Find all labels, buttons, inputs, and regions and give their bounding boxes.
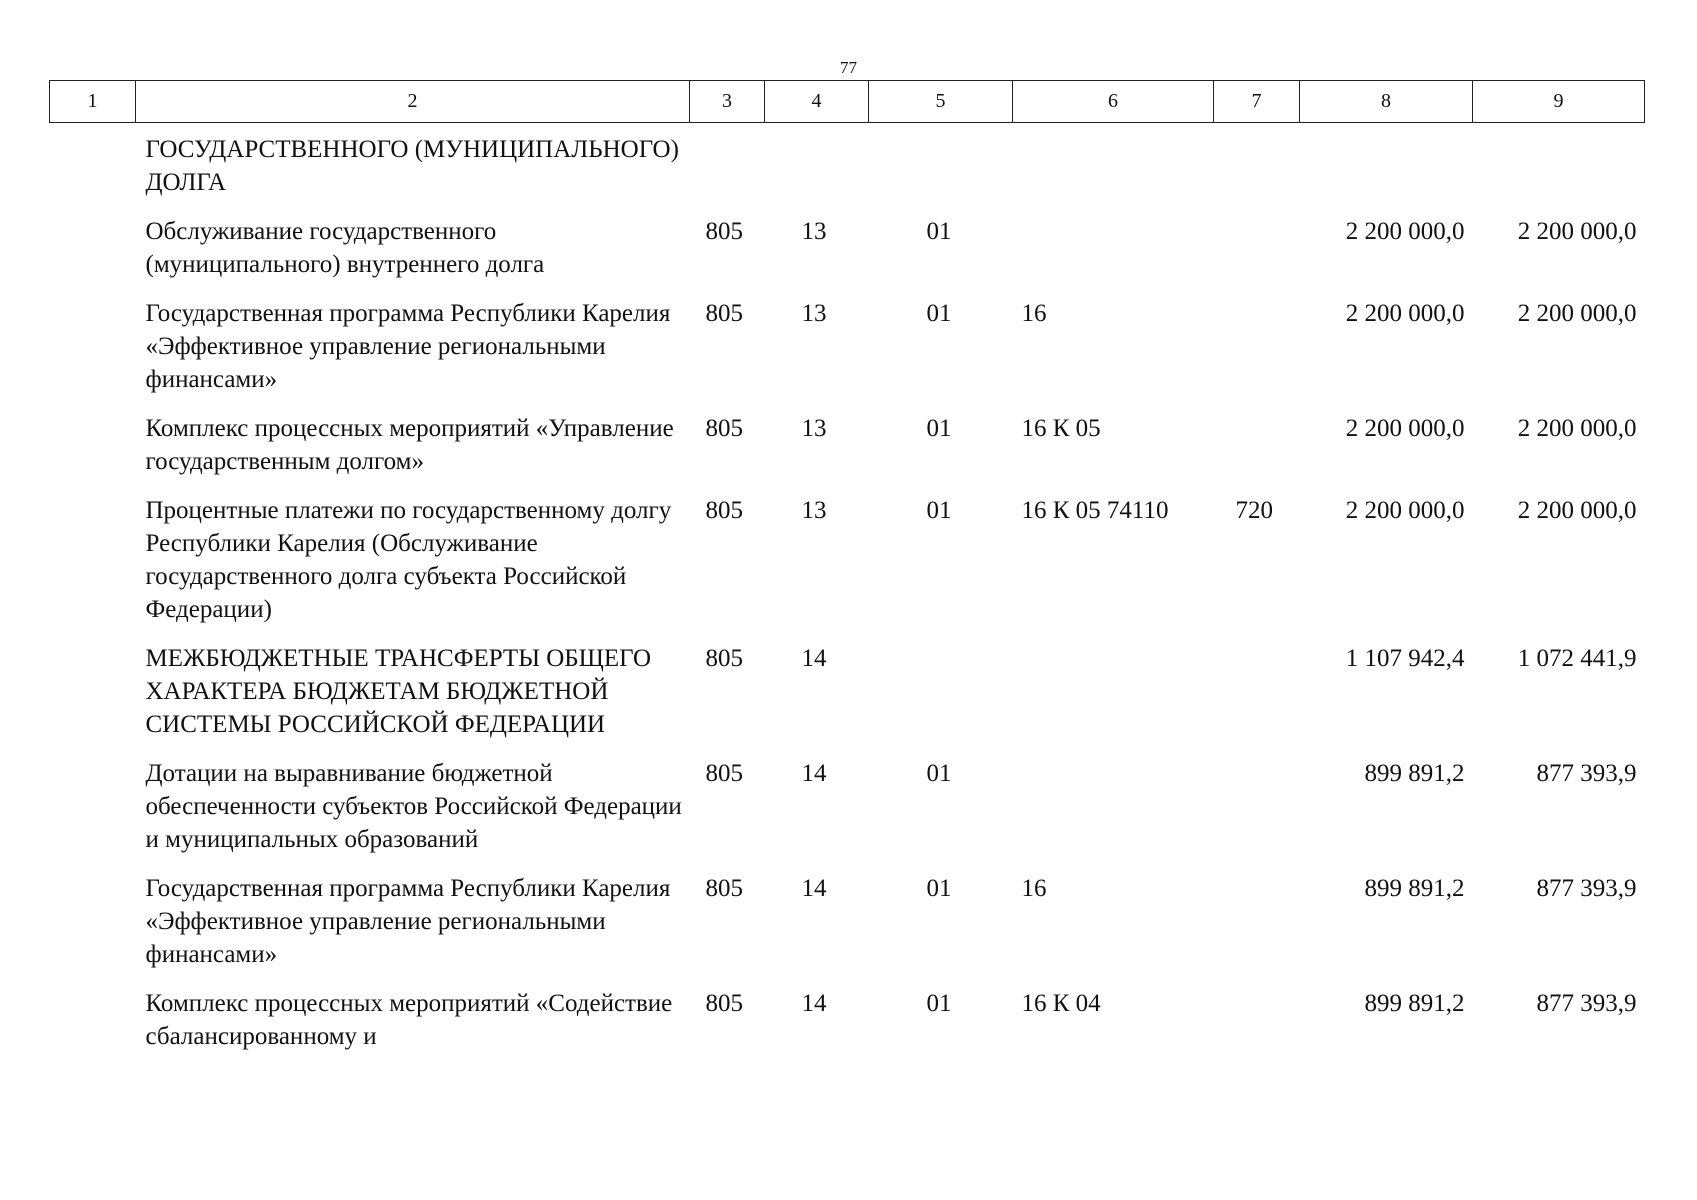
row-code-7 — [1214, 297, 1300, 412]
row-description: Государственная программа Республики Карелия «Эффективное управление региональными финансами» — [145, 875, 671, 968]
row-amount-9: 2 200 000,0 — [1517, 415, 1637, 442]
row-code-4: 13 — [801, 218, 827, 245]
table-row — [50, 297, 1645, 412]
row-code-4: 14 — [801, 875, 827, 902]
row-amount-8: 899 891,2 — [1364, 760, 1465, 787]
column-header-4: 4 — [765, 81, 869, 123]
row-code-3: 805 — [705, 415, 743, 442]
row-amount-9: 2 200 000,0 — [1517, 497, 1637, 524]
row-code-5 — [869, 123, 1013, 216]
row-amount-8: 2 200 000,0 — [1345, 415, 1465, 442]
budget-table — [49, 80, 1645, 1069]
row-code-3: 805 — [705, 218, 743, 245]
table-row — [50, 123, 1645, 216]
row-amount-8: 2 200 000,0 — [1345, 497, 1465, 524]
row-code-4: 14 — [801, 990, 827, 1017]
row-amount-8: 899 891,2 — [1364, 875, 1465, 902]
row-code-5: 01 — [926, 300, 952, 327]
row-code-6: 16 — [1021, 875, 1047, 902]
row-amount-8: 2 200 000,0 — [1345, 218, 1465, 245]
table-row — [50, 757, 1645, 872]
row-code-5: 01 — [926, 218, 952, 245]
row-code-7: 720 — [1235, 497, 1273, 524]
row-code-6 — [1013, 215, 1214, 297]
row-code-3 — [690, 123, 765, 216]
column-header-9: 9 — [1473, 81, 1645, 123]
row-code-3: 805 — [705, 300, 743, 327]
row-amount-9: 877 393,9 — [1536, 760, 1637, 787]
row-code-4: 13 — [801, 415, 827, 442]
column-number-header — [50, 81, 1645, 123]
column-header-6: 6 — [1013, 81, 1214, 123]
row-code-3: 805 — [705, 760, 743, 787]
column-header-5: 5 — [869, 81, 1013, 123]
row-description: Обслуживание государственного (муниципального) внутреннего долга — [145, 218, 545, 278]
table-row — [50, 987, 1645, 1069]
row-code-7 — [1214, 757, 1300, 872]
row-code-4: 13 — [801, 300, 827, 327]
row-description: Комплекс процессных мероприятий «Управление государственным долгом» — [145, 415, 674, 475]
row-code-5: 01 — [926, 760, 952, 787]
table-row — [50, 642, 1645, 757]
row-code-6: 16 К 05 74110 — [1021, 497, 1169, 524]
row-code-3: 805 — [705, 875, 743, 902]
row-code-4 — [765, 123, 869, 216]
row-code-3: 805 — [705, 497, 743, 524]
row-amount-9: 1 072 441,9 — [1517, 645, 1637, 672]
row-amount-9: 2 200 000,0 — [1517, 300, 1637, 327]
row-code-6 — [1013, 757, 1214, 872]
table-row — [50, 215, 1645, 297]
row-code-6: 16 К 04 — [1021, 990, 1101, 1017]
row-code-5: 01 — [926, 497, 952, 524]
page-number: 77 — [840, 58, 857, 77]
row-amount-8 — [1300, 123, 1473, 216]
row-code-6: 16 — [1021, 300, 1047, 327]
row-amount-9 — [1473, 123, 1645, 216]
column-header-8: 8 — [1300, 81, 1473, 123]
row-code-6 — [1013, 642, 1214, 757]
row-code-7 — [1214, 215, 1300, 297]
row-amount-8: 1 107 942,4 — [1345, 645, 1465, 672]
column-header-2: 2 — [136, 81, 690, 123]
row-code-5: 01 — [926, 875, 952, 902]
table-row — [50, 872, 1645, 987]
row-amount-8: 2 200 000,0 — [1345, 300, 1465, 327]
row-code-3: 805 — [705, 990, 743, 1017]
row-code-6: 16 К 05 — [1021, 415, 1101, 442]
row-amount-8: 899 891,2 — [1364, 990, 1465, 1017]
column-header-7: 7 — [1214, 81, 1300, 123]
row-code-7 — [1214, 872, 1300, 987]
row-code-4: 13 — [801, 497, 827, 524]
row-code-7 — [1214, 987, 1300, 1069]
row-description: МЕЖБЮДЖЕТНЫЕ ТРАНСФЕРТЫ ОБЩЕГО ХАРАКТЕРА БЮДЖЕТАМ БЮДЖЕТНОЙ СИСТЕМЫ РОССИЙСКОЙ ФЕДЕРАЦИИ — [145, 645, 652, 738]
row-code-7 — [1214, 123, 1300, 216]
row-code-5: 01 — [926, 990, 952, 1017]
row-amount-9: 877 393,9 — [1536, 990, 1637, 1017]
row-code-5: 01 — [926, 415, 952, 442]
row-amount-9: 877 393,9 — [1536, 875, 1637, 902]
row-description: Процентные платежи по государственному долгу Республики Карелия (Обслуживание государственного долга субъекта Российской Федерации) — [145, 497, 672, 623]
row-code-6 — [1013, 123, 1214, 216]
row-code-4: 14 — [801, 760, 827, 787]
row-code-7 — [1214, 642, 1300, 757]
row-description: ГОСУДАРСТВЕННОГО (МУНИЦИПАЛЬНОГО) ДОЛГА — [145, 136, 679, 196]
table-row — [50, 494, 1645, 642]
row-code-3: 805 — [705, 645, 743, 672]
column-header-1: 1 — [50, 81, 136, 123]
row-amount-9: 2 200 000,0 — [1517, 218, 1637, 245]
row-description: Дотации на выравнивание бюджетной обеспеченности субъектов Российской Федерации и муниципальных образований — [145, 760, 682, 853]
row-code-4: 14 — [801, 645, 827, 672]
row-code-5 — [869, 642, 1013, 757]
row-description: Комплекс процессных мероприятий «Содействие сбалансированному и — [145, 990, 673, 1050]
row-code-7 — [1214, 412, 1300, 494]
column-header-3: 3 — [690, 81, 765, 123]
row-description: Государственная программа Республики Карелия «Эффективное управление региональными финансами» — [145, 300, 671, 393]
table-row — [50, 412, 1645, 494]
